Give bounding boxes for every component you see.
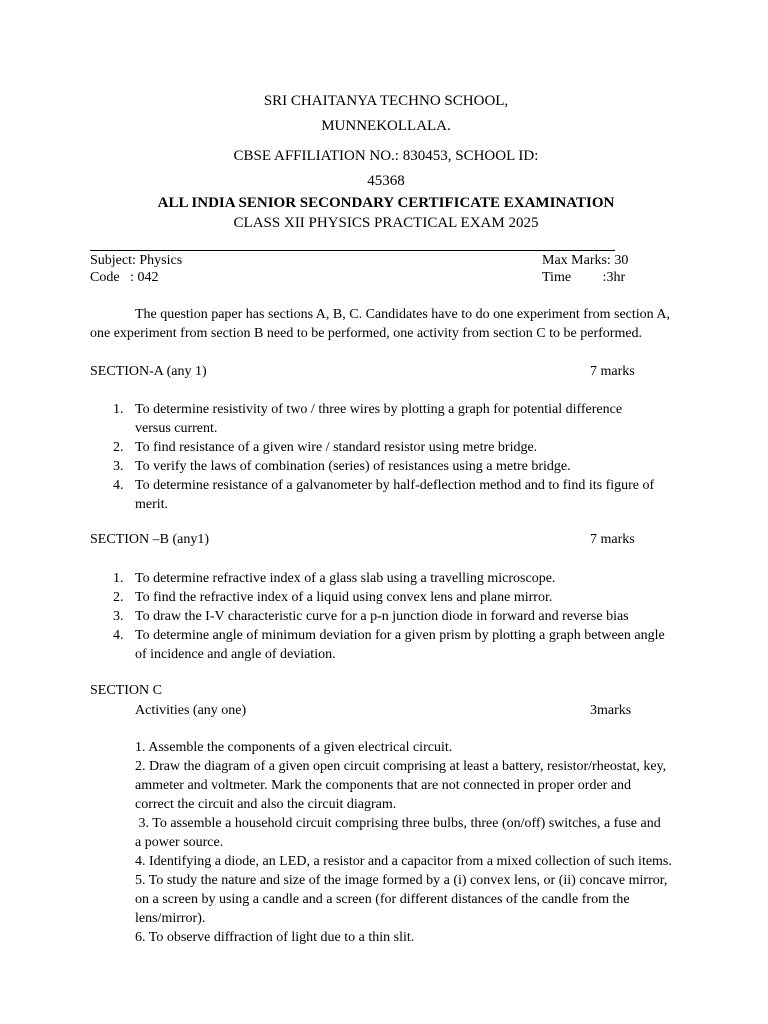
item-number: 3. — [113, 459, 124, 474]
list-item — [90, 476, 670, 514]
activity-line: on a screen by using a candle and a screen (for different distances of the candle from the — [135, 892, 630, 907]
school-id: 45368 — [367, 173, 405, 189]
activity-line: 3. To assemble a household circuit comprising three bulbs, three (on/off) switches, a fuse and — [135, 816, 661, 831]
activity-line: ammeter and voltmeter. Mark the components that are not connected in proper order and — [135, 778, 632, 793]
section-a-list — [90, 400, 670, 514]
item-text-line: of incidence and angle of deviation. — [135, 647, 336, 662]
list-item — [90, 607, 670, 626]
section-c-marks: 3marks — [590, 703, 632, 718]
activity-line: 5. To study the nature and size of the image formed by a (i) convex lens, or (ii) concave mirror, — [135, 873, 668, 888]
affiliation-line: CBSE AFFILIATION NO.: 830453, SCHOOL ID: — [233, 148, 539, 164]
item-text-line: merit. — [135, 497, 169, 512]
school-location: MUNNEKOLLALA. — [321, 118, 451, 134]
list-item — [90, 438, 670, 457]
item-number: 2. — [113, 590, 124, 605]
subject-label: Subject: Physics — [90, 253, 183, 268]
section-b-heading: SECTION –B (any1) — [90, 532, 209, 547]
code-label: Code : 042 — [90, 270, 159, 285]
item-text-line: To determine resistivity of two / three wires by plotting a graph for potential difference — [135, 402, 623, 417]
list-item — [90, 569, 670, 588]
section-c-activities — [135, 738, 670, 947]
activity-line: 2. Draw the diagram of a given open circuit comprising at least a battery, resistor/rheostat, key, — [135, 759, 667, 774]
item-text-line: versus current. — [135, 421, 218, 436]
exam-title: ALL INDIA SENIOR SECONDARY CERTIFICATE EXAMINATION — [157, 195, 615, 211]
activity-line: a power source. — [135, 835, 224, 850]
list-item — [90, 400, 670, 438]
school-name: SRI CHAITANYA TECHNO SCHOOL, — [263, 93, 509, 109]
intro-line-2: one experiment from section B need to be performed, one activity from section C to be performed. — [90, 326, 643, 341]
activity-line: 4. Identifying a diode, an LED, a resistor and a capacitor from a mixed collection of such items. — [135, 854, 672, 869]
item-text-line: To find resistance of a given wire / standard resistor using metre bridge. — [135, 440, 538, 455]
section-b-list — [90, 569, 670, 664]
item-text-line: To determine refractive index of a glass slab using a travelling microscope. — [135, 571, 556, 586]
section-a-heading: SECTION-A (any 1) — [90, 364, 207, 379]
activity-line: correct the circuit and also the circuit diagram. — [135, 797, 397, 812]
list-item — [90, 626, 670, 664]
activity-line: 6. To observe diffraction of light due to a thin slit. — [135, 930, 415, 945]
item-number: 2. — [113, 440, 124, 455]
activity-line: lens/mirror). — [135, 911, 206, 926]
item-number: 4. — [113, 628, 124, 643]
section-b-marks: 7 marks — [590, 532, 635, 547]
item-text-line: To find the refractive index of a liquid using convex lens and plane mirror. — [135, 590, 553, 605]
intro-line-1: The question paper has sections A, B, C. Candidates have to do one experiment from section A, — [135, 307, 670, 322]
item-number: 1. — [113, 402, 124, 417]
item-number: 1. — [113, 571, 124, 586]
section-c-heading: SECTION C — [90, 683, 162, 698]
time-label: Time :3hr — [542, 270, 626, 285]
item-text-line: To determine resistance of a galvanometer by half-deflection method and to find its figure of — [135, 478, 655, 493]
list-item — [90, 588, 670, 607]
max-marks-label: Max Marks: 30 — [542, 253, 629, 268]
section-a-marks: 7 marks — [590, 364, 635, 379]
item-number: 4. — [113, 478, 124, 493]
item-text-line: To verify the laws of combination (series) of resistances using a metre bridge. — [135, 459, 571, 474]
item-text-line: To draw the I-V characteristic curve for a p-n junction diode in forward and reverse bias — [135, 609, 629, 624]
activity-line: 1. Assemble the components of a given electrical circuit. — [135, 740, 453, 755]
item-number: 3. — [113, 609, 124, 624]
item-text-line: To determine angle of minimum deviation for a given prism by plotting a graph between angle — [135, 628, 665, 643]
list-item — [90, 457, 670, 476]
class-exam-title: CLASS XII PHYSICS PRACTICAL EXAM 2025 — [233, 215, 539, 231]
section-c-subheading: Activities (any one) — [135, 703, 247, 718]
